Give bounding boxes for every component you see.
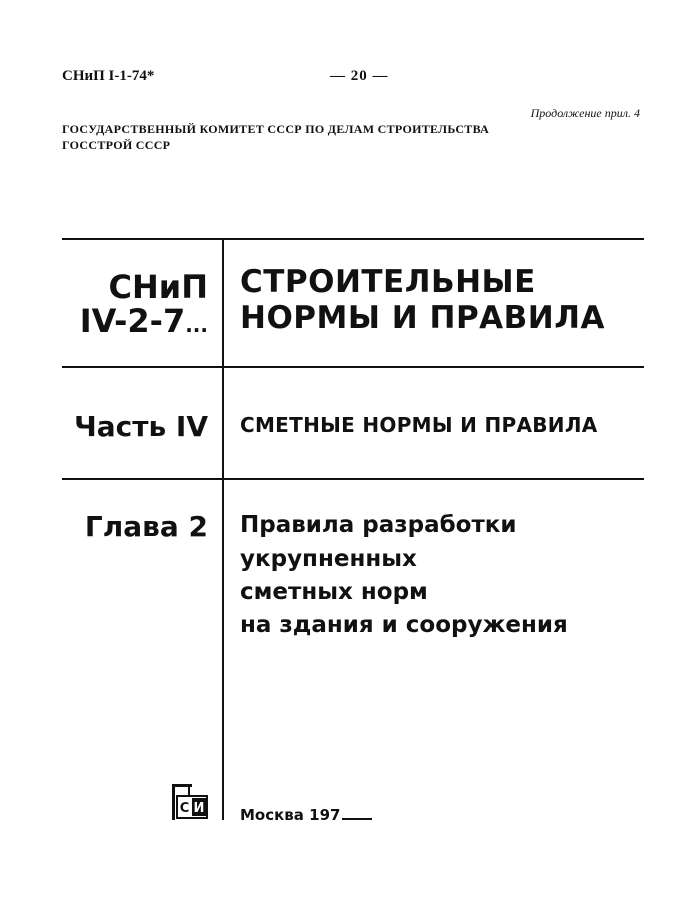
part-title: СМЕТНЫЕ НОРМЫ И ПРАВИЛА <box>240 413 598 437</box>
horizontal-rule <box>62 478 644 480</box>
snip-code <box>80 302 208 340</box>
chapter-title-line: на здания и сооружения <box>240 612 568 638</box>
document-code: СНиП I-1-74* <box>62 68 155 84</box>
horizontal-rule <box>62 366 644 368</box>
snip-code-suffix: ... <box>185 313 208 337</box>
snip-label: СНиП <box>108 268 208 306</box>
part-label: Часть IV <box>74 410 208 443</box>
vertical-rule <box>222 240 224 366</box>
publication-city-year <box>240 806 372 824</box>
main-title-line-2: НОРМЫ И ПРАВИЛА <box>240 300 605 336</box>
svg-text:С: С <box>179 801 190 816</box>
chapter-label: Глава 2 <box>84 510 208 543</box>
chapter-title-line: укрупненных <box>240 546 417 572</box>
chapter-title-line: Правила разработки <box>240 512 517 538</box>
continuation-note: Продолжение прил. 4 <box>530 106 640 120</box>
page-number: — 20 — <box>330 68 389 84</box>
publisher-crane-logo-icon <box>170 782 210 822</box>
svg-text:И: И <box>193 801 205 816</box>
committee-abbreviation: ГОССТРОЙ СССР <box>62 138 171 152</box>
horizontal-rule <box>62 238 644 240</box>
vertical-rule <box>222 480 224 820</box>
chapter-title-line: сметных норм <box>240 579 428 605</box>
committee-name: ГОСУДАРСТВЕННЫЙ КОМИТЕТ СССР ПО ДЕЛАМ СТРОИТЕЛЬСТВА <box>62 122 490 136</box>
vertical-rule <box>222 368 224 478</box>
main-title-line-1: СТРОИТЕЛЬНЫЕ <box>240 264 536 300</box>
year-blank <box>342 806 372 820</box>
city-year-text: Москва 197 <box>240 806 341 824</box>
snip-code-number: IV-2-7 <box>79 302 186 340</box>
